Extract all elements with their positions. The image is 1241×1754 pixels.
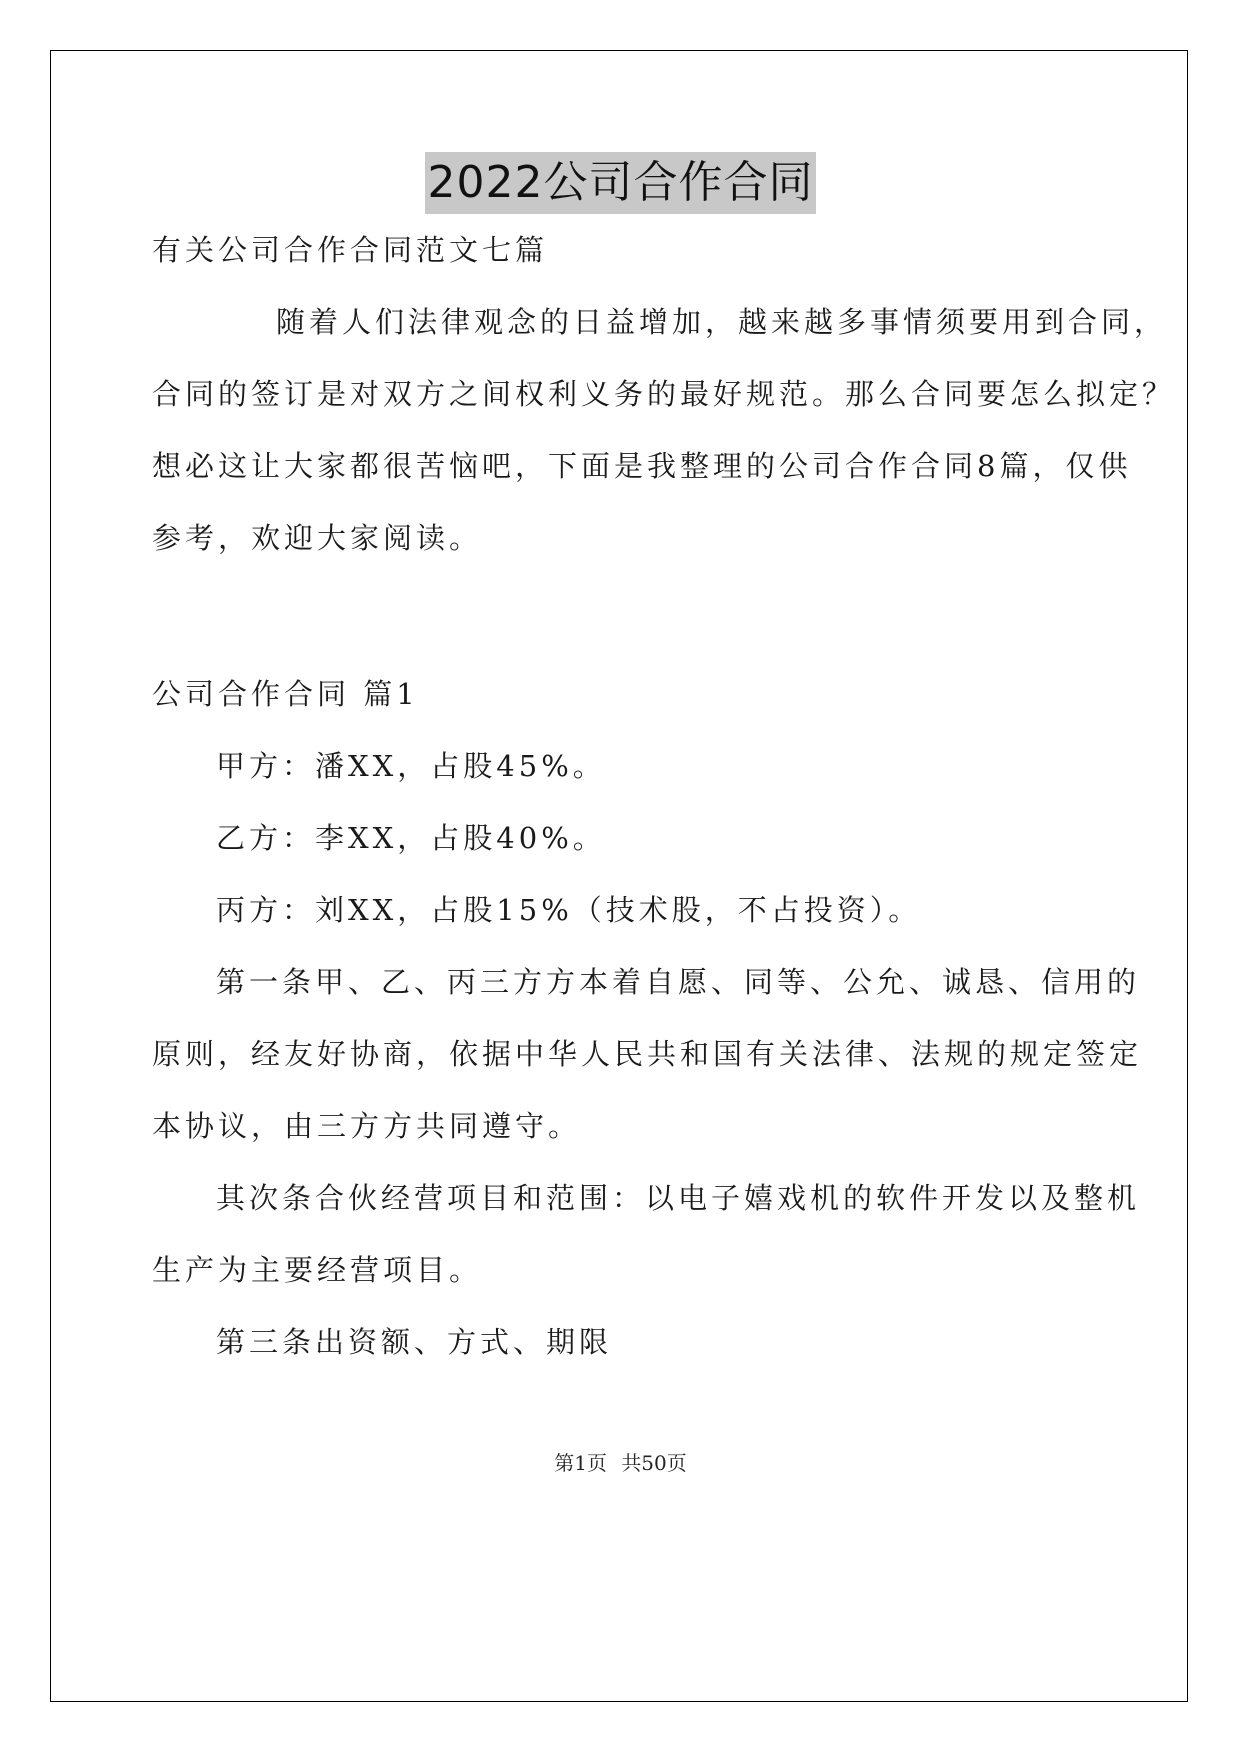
subtitle: 有关公司合作合同范文七篇: [152, 233, 549, 267]
paragraph-line: 本协议，由三方方共同遵守。: [152, 1109, 582, 1143]
party-a-line: 甲方：潘XX，占股45%。: [216, 749, 606, 783]
paragraph-line: 合同的签订是对双方之间权利义务的最好规范。那么合同要怎么拟定？: [152, 377, 1176, 411]
document-title: 2022公司合作合同: [425, 152, 817, 214]
paragraph-line: 第一条甲、乙、丙三方方本着自愿、同等、公允、诚恳、信用的: [216, 965, 1141, 999]
section-heading: 公司合作合同 篇1: [152, 677, 419, 711]
paragraph-line: 参考，欢迎大家阅读。: [152, 521, 483, 555]
title-container: [0, 152, 1241, 214]
page-number: 第1页: [554, 1451, 607, 1475]
page-total: 共50页: [621, 1451, 687, 1475]
paragraph-line: 原则，经友好协商，依据中华人民共和国有关法律、法规的规定签定: [152, 1037, 1143, 1071]
paragraph-line: 随着人们法律观念的日益增加，越来越多事情须要用到合同，: [276, 305, 1168, 339]
paragraph-line: 想必这让大家都很苦恼吧，下面是我整理的公司合作合同8篇，仅供: [152, 449, 1132, 483]
party-c-line: 丙方：刘XX，占股15%（技术股，不占投资）。: [216, 893, 922, 927]
clause-heading: 第三条出资额、方式、期限: [216, 1325, 613, 1359]
paragraph-line: 生产为主要经营项目。: [152, 1253, 483, 1287]
page-footer: [0, 1450, 1241, 1476]
paragraph-line: 其次条合伙经营项目和范围：以电子嬉戏机的软件开发以及整机: [216, 1181, 1141, 1215]
party-b-line: 乙方：李XX，占股40%。: [216, 821, 606, 855]
